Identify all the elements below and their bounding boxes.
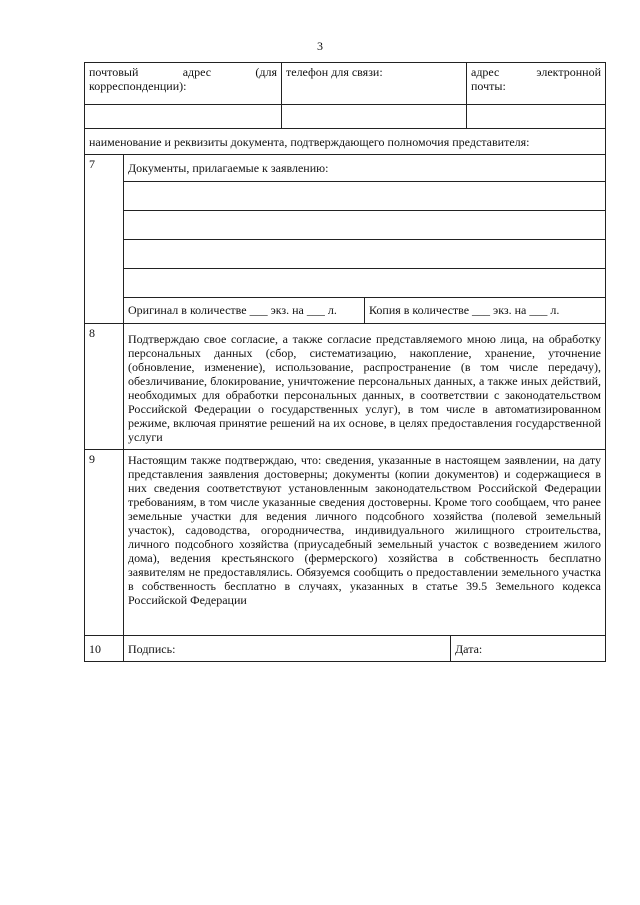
- personal-data-consent: Подтверждаю свое согласие, а также согласие представляемого мною лица, на обработку персональных данных (сбор, систематизацию, накопление, хранение, уточнение (обновление, изменение), использование, распространение (в том числе передачу), обезличивание, блокирование, уничтожение персональных данных, а также иных действий, необходимых для обработки персональных данных, в соответствии с законодательством Российской Федерации о государственных услуг), в том числе в автоматизированном режиме, включая принятие решений на их основе, в целях предоставления государственной услуги: [124, 324, 606, 450]
- phone-value[interactable]: [282, 105, 467, 129]
- application-form: [84, 62, 606, 662]
- date-field[interactable]: Дата:: [451, 636, 606, 662]
- section-9-number: 9: [85, 450, 124, 636]
- section-9: [84, 449, 606, 636]
- email-label: адрес электронной почты:: [467, 63, 606, 105]
- section-8: [84, 323, 606, 450]
- phone-label: телефон для связи:: [282, 63, 467, 105]
- attached-document-line[interactable]: [124, 210, 605, 239]
- copy-count: Копия в количестве ___ экз. на ___ л.: [365, 297, 606, 323]
- signature-field[interactable]: Подпись:: [124, 636, 451, 662]
- postal-address-label: почтовый адрес (для корреспонденции):: [85, 63, 282, 105]
- attached-documents-label: Документы, прилагаемые к заявлению:: [124, 155, 605, 181]
- contacts-table: [84, 62, 606, 155]
- section-7: [84, 154, 606, 324]
- section-10-number: 10: [85, 636, 124, 662]
- postal-address-value[interactable]: [85, 105, 282, 129]
- confirmation-statement: Настоящим также подтверждаю, что: сведения, указанные в настоящем заявлении, на дату представления заявления достоверны; документы (копии документов) и содержащиеся в них сведения соответствуют установленным законодательством Российской Федерации требованиям, в том числе указанные сведения достоверны. Кроме того сообщаем, что ранее земельные участки для ведения личного подсобного хозяйства (полевой земельный участок), садоводства, огородничества, индивидуального жилищного строительства, личного подсобного хозяйства (приусадебный земельный участок с возведением жилого дома), ведения крестьянского (фермерского) хозяйства в собственность бесплатно заявителям не предоставлялись. Обязуемся сообщить о предоставлении земельного участка в собственность бесплатно в случаях, указанных в статье 39.5 Земельного кодекса Российской Федерации: [124, 450, 606, 636]
- page-number: 3: [317, 39, 323, 53]
- section-7-number: 7: [85, 155, 124, 324]
- attached-document-line[interactable]: [124, 239, 605, 268]
- representative-doc-label: наименование и реквизиты документа, подтверждающего полномочия представителя:: [85, 129, 606, 155]
- section-10: [84, 635, 606, 662]
- attached-document-line[interactable]: [124, 268, 605, 297]
- original-count: Оригинал в количестве ___ экз. на ___ л.: [124, 297, 365, 323]
- section-8-number: 8: [85, 324, 124, 450]
- attached-document-line[interactable]: [124, 181, 605, 210]
- email-value[interactable]: [467, 105, 606, 129]
